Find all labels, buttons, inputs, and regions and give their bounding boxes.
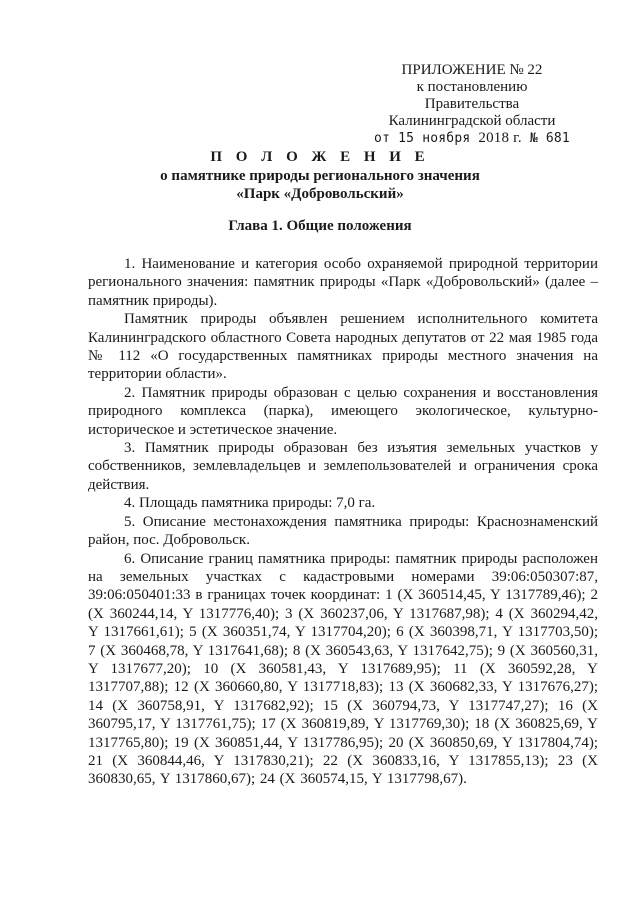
paragraph: 2. Памятник природы образован с целью сохранения и восстановления природного комплекса (парка), имеющего экологическое, культурно-историческое и эстетическое значение.	[88, 384, 598, 438]
annex-header	[372, 62, 572, 147]
document-subtitle-2: «Парк «Добровольский»	[236, 186, 404, 202]
document-subtitle-1: о памятнике природы регионального значения	[160, 168, 480, 184]
title-block	[0, 148, 640, 203]
annex-number: ПРИЛОЖЕНИЕ № 22	[401, 62, 543, 78]
paragraph: 1. Наименование и категория особо охраняемой природной территории регионального значения: памятник природы «Парк «Добровольский» (далее – памятник природы).	[88, 256, 598, 309]
paragraph: 4. Площадь памятника природы: 7,0 га.	[124, 495, 376, 512]
document-body	[88, 255, 598, 789]
annex-region-line: Калининградской области	[388, 113, 556, 129]
paragraph-boundaries: 6. Описание границ памятника природы: памятник природы расположен на земельных участках с кадастровыми номерами 39:06:050307:87, 39:06:050401:33 в границах точек координат: 1 (X 360514,45, Y 1317789,46); 2 (X 360244,14, Y 1317776,40); 3 (X 360237,06, Y 1317687,98); 4 (X 360294,42, Y 1317661,61); 5 (X 360351,74, Y 1317704,20); 6 (X 360398,71, Y 1317703,50); 7 (X 360468,78, Y 1317641,68); 8 (X 360543,63, Y 1317642,75); 9 (X 360560,31, Y 1317677,20); 10 (X 360581,43, Y 1317689,95); 11 (X 360592,28, Y 1317707,88); 12 (X 360660,80, Y 1317718,83); 13 (X 360682,33, Y 1317676,27); 14 (X 360758,91, Y 1317682,92); 15 (X 360794,73, Y 1317747,27); 16 (X 360795,17, Y 1317761,75); 17 (X 360819,89, Y 1317769,30); 18 (X 360825,69, Y 1317765,80); 19 (X 360851,44, Y 1317786,95); 20 (X 360850,69, Y 1317804,74); 21 (X 360844,46, Y 1317830,21); 22 (X 360833,16, Y 1317855,13); 23 (X 360830,65, Y 1317860,67); 24 (X 360574,15, Y 1317798,67).	[88, 550, 598, 788]
paragraph: 5. Описание местонахождения памятника природы: Краснознаменский район, пос. Добровольск.	[88, 513, 598, 549]
paragraph: Памятник природы объявлен решением исполнительного комитета Калининградского областного Совета народных депутатов от 22 мая 1985 года № 112 «О государственных памятниках природы местного значения на территории области».	[88, 311, 598, 383]
annex-resolution-line: к постановлению Правительства	[416, 79, 528, 112]
annex-date-line	[372, 130, 572, 147]
document-title: П О Л О Ж Е Н И Е	[210, 149, 430, 165]
annex-date-year: 2018 г.	[478, 130, 522, 146]
annex-date-number: № 681	[529, 131, 570, 146]
annex-date-prefix: от 15 ноября	[374, 131, 471, 146]
paragraph: 3. Памятник природы образован без изъятия земельных участков у собственников, землевладельцев и землепользователей и ограничения срока действия.	[88, 440, 598, 493]
chapter-heading: Глава 1. Общие положения	[228, 218, 412, 234]
